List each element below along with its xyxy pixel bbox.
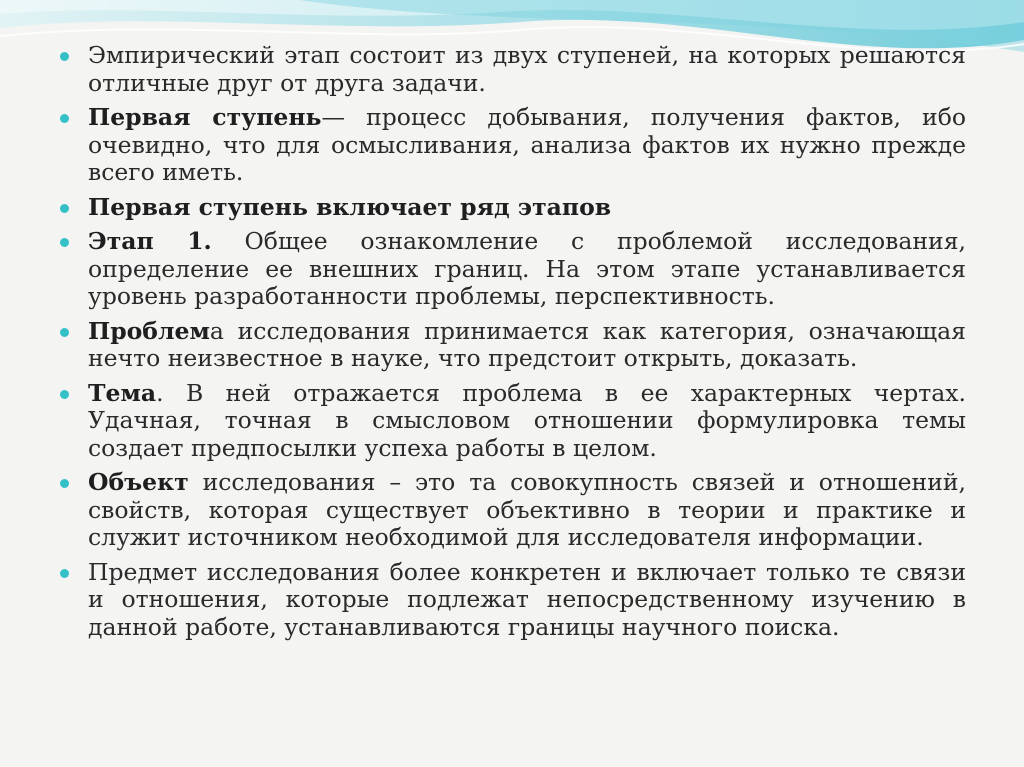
bullet-item	[60, 380, 966, 463]
bullet-bold-text: Объект	[88, 468, 189, 496]
bullet-bold-text: Тема	[88, 378, 157, 407]
bullet-bold-text: Первая ступень	[88, 103, 322, 131]
bullet-text: Предмет исследования более конкретен и включает только те связи и отношения, которые подлежат непосредственному изучению в данной работе, устанавливаются границы научного поиска.	[88, 557, 966, 641]
bullet-text: Общее ознакомление с проблемой исследования, определение ее внешних границ. На этом этапе устанавливается уровень разработанности проблемы, перспективность.	[88, 227, 967, 310]
bullet-text: — процесс добывания, получения фактов, ибо очевидно, что для осмысливания, анализа фактов их нужно прежде всего иметь.	[88, 103, 966, 186]
bullet-dot-icon	[60, 390, 69, 399]
bullet-item	[60, 318, 966, 373]
bullet-dot-icon	[60, 328, 69, 337]
bullet-text: а исследования принимается как категория, означающая нечто неизвестное в науке, что предстоит открыть, доказать.	[88, 316, 966, 372]
bullet-dot-icon	[60, 204, 69, 213]
bullet-dot-icon	[60, 569, 69, 578]
bullet-item	[60, 42, 966, 97]
bullet-dot-icon	[60, 479, 69, 488]
bullet-item	[60, 194, 966, 222]
bullet-text: Эмпирический этап состоит из двух ступеней, на которых решаются отличные друг от друга задачи.	[88, 41, 966, 97]
bullet-dot-icon	[60, 238, 69, 247]
bullet-bold-text: Первая ступень включает ряд этапов	[88, 192, 612, 221]
bullet-bold-text: Проблем	[88, 316, 210, 345]
bullet-item	[60, 469, 966, 552]
bullet-dot-icon	[60, 52, 69, 61]
bullet-text: исследования – это та совокупность связей и отношений, свойств, которая существует объективно в теории и практике и служит источником необходимой для исследователя информации.	[88, 468, 966, 551]
bullet-text: . В ней отражается проблема в ее характерных чертах. Удачная, точная в смысловом отношении формулировка темы создает предпосылки успеха работы в целом.	[88, 378, 966, 462]
bullet-dot-icon	[60, 114, 69, 123]
bullet-list	[60, 42, 966, 648]
bullet-item	[60, 104, 966, 187]
bullet-item	[60, 228, 966, 311]
bullet-bold-text: Этап 1.	[88, 227, 212, 255]
bullet-item	[60, 559, 966, 642]
